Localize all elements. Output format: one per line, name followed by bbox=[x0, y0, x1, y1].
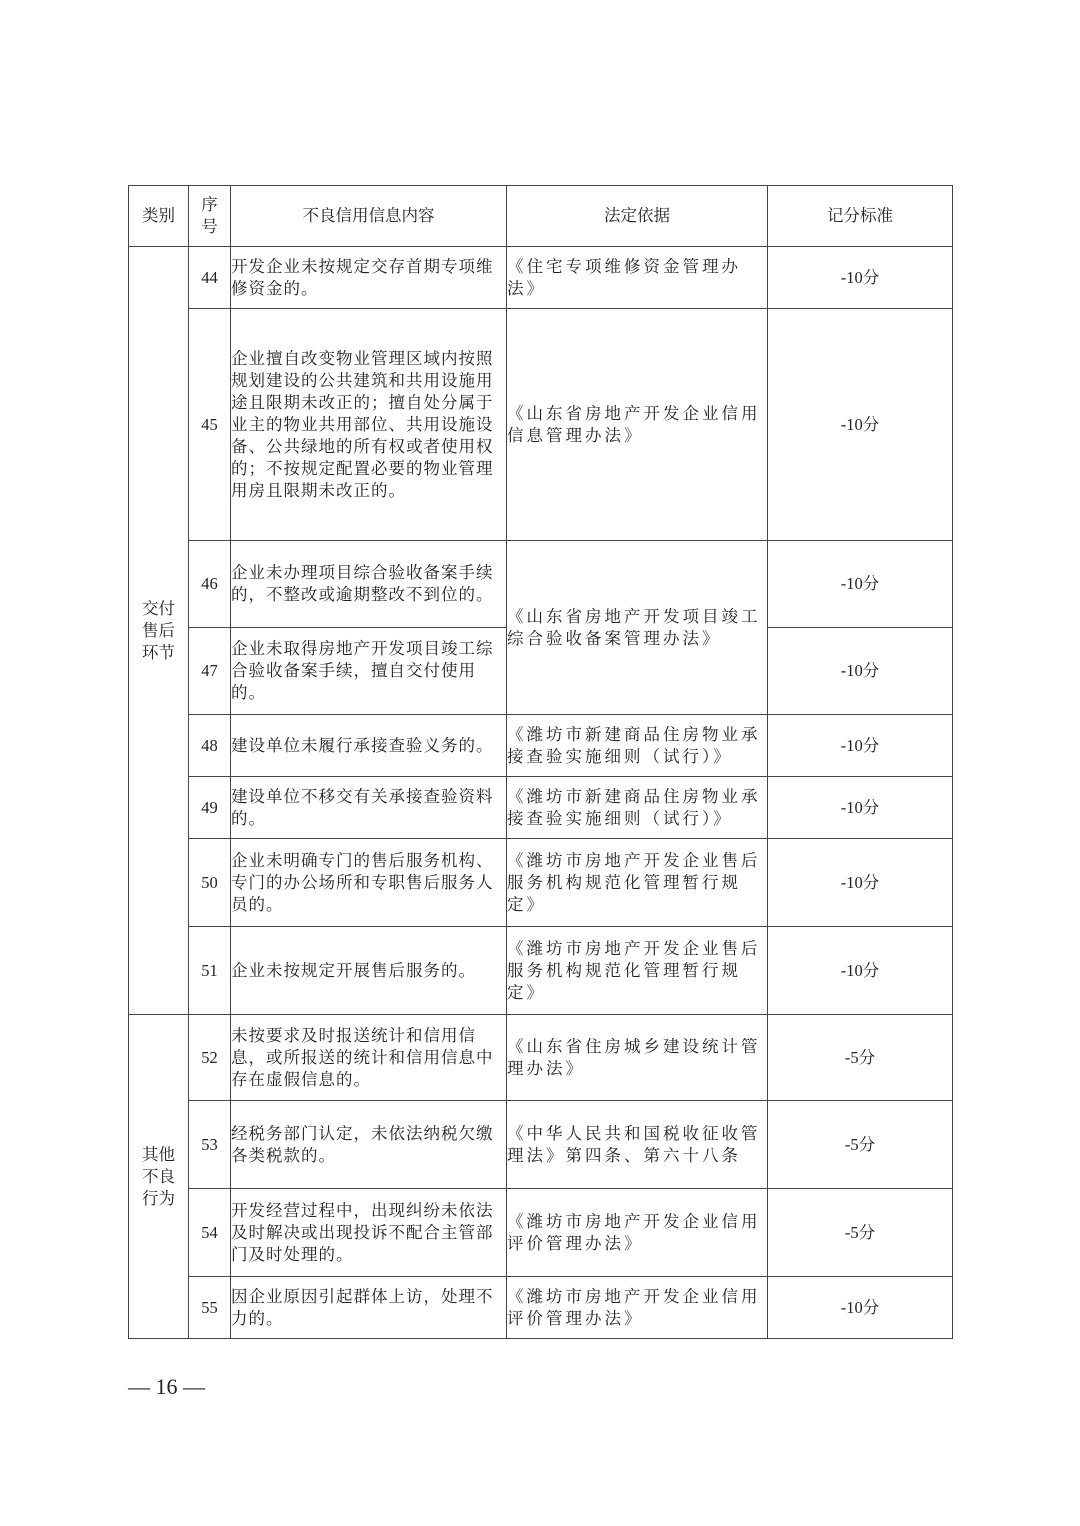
seq-cell: 50 bbox=[189, 839, 231, 927]
content-cell: 企业擅自改变物业管理区域内按照规划建设的公共建筑和共用设施用途且限期未改正的；擅自处分属于业主的物业共用部位、共用设施设备、公共绿地的所有权或者使用权的；不按规定配置必要的物业管理用房且限期未改正的。 bbox=[231, 309, 507, 541]
category-cell: 交付售后环节 bbox=[129, 247, 189, 1015]
content-cell: 因企业原因引起群体上访，处理不力的。 bbox=[231, 1277, 507, 1339]
score-cell: -5分 bbox=[768, 1101, 953, 1189]
basis-cell: 《山东省住房城乡建设统计管理办法》 bbox=[507, 1015, 768, 1101]
content-cell: 建设单位未履行承接查验义务的。 bbox=[231, 715, 507, 777]
table-row bbox=[129, 927, 953, 1015]
basis-cell: 《中华人民共和国税收征收管理法》第四条、第六十八条 bbox=[507, 1101, 768, 1189]
score-cell: -10分 bbox=[768, 247, 953, 309]
content-cell: 开发经营过程中，出现纠纷未依法及时解决或出现投诉不配合主管部门及时处理的。 bbox=[231, 1189, 507, 1277]
basis-cell: 《潍坊市新建商品住房物业承接查验实施细则（试行）》 bbox=[507, 715, 768, 777]
header-category: 类别 bbox=[129, 186, 189, 247]
score-cell: -10分 bbox=[768, 1277, 953, 1339]
table-row bbox=[129, 1101, 953, 1189]
seq-cell: 48 bbox=[189, 715, 231, 777]
seq-cell: 51 bbox=[189, 927, 231, 1015]
content-cell: 未按要求及时报送统计和信用信息，或所报送的统计和信用信息中存在虚假信息的。 bbox=[231, 1015, 507, 1101]
basis-cell: 《潍坊市房地产开发企业信用评价管理办法》 bbox=[507, 1189, 768, 1277]
header-score: 记分标准 bbox=[768, 186, 953, 247]
content-cell: 企业未明确专门的售后服务机构、专门的办公场所和专职售后服务人员的。 bbox=[231, 839, 507, 927]
seq-cell: 47 bbox=[189, 628, 231, 715]
table-row bbox=[129, 777, 953, 839]
header-seq: 序号 bbox=[189, 186, 231, 247]
basis-cell: 《潍坊市房地产开发企业售后服务机构规范化管理暂行规定》 bbox=[507, 839, 768, 927]
seq-cell: 45 bbox=[189, 309, 231, 541]
score-cell: -10分 bbox=[768, 541, 953, 628]
credit-table bbox=[128, 185, 953, 1339]
table-row bbox=[129, 1189, 953, 1277]
basis-cell: 《潍坊市房地产开发企业售后服务机构规范化管理暂行规定》 bbox=[507, 927, 768, 1015]
score-cell: -10分 bbox=[768, 927, 953, 1015]
seq-cell: 54 bbox=[189, 1189, 231, 1277]
table-row bbox=[129, 1277, 953, 1339]
table-row bbox=[129, 247, 953, 309]
basis-cell: 《潍坊市新建商品住房物业承接查验实施细则（试行）》 bbox=[507, 777, 768, 839]
score-cell: -10分 bbox=[768, 309, 953, 541]
score-cell: -5分 bbox=[768, 1189, 953, 1277]
category-cell: 其他不良行为 bbox=[129, 1015, 189, 1339]
basis-cell: 《山东省房地产开发项目竣工综合验收备案管理办法》 bbox=[507, 541, 768, 715]
content-cell: 企业未取得房地产开发项目竣工综合验收备案手续，擅自交付使用的。 bbox=[231, 628, 507, 715]
seq-cell: 52 bbox=[189, 1015, 231, 1101]
table-row bbox=[129, 839, 953, 927]
page-number: — 16 — bbox=[128, 1374, 205, 1399]
table-row bbox=[129, 541, 953, 628]
seq-cell: 49 bbox=[189, 777, 231, 839]
score-cell: -10分 bbox=[768, 628, 953, 715]
score-cell: -10分 bbox=[768, 777, 953, 839]
basis-cell: 《潍坊市房地产开发企业信用评价管理办法》 bbox=[507, 1277, 768, 1339]
seq-cell: 55 bbox=[189, 1277, 231, 1339]
score-cell: -10分 bbox=[768, 839, 953, 927]
basis-cell: 《山东省房地产开发企业信用信息管理办法》 bbox=[507, 309, 768, 541]
table-row bbox=[129, 309, 953, 541]
table-row bbox=[129, 1015, 953, 1101]
basis-cell: 《住宅专项维修资金管理办法》 bbox=[507, 247, 768, 309]
header-row bbox=[129, 186, 953, 247]
content-cell: 经税务部门认定，未依法纳税欠缴各类税款的。 bbox=[231, 1101, 507, 1189]
seq-cell: 53 bbox=[189, 1101, 231, 1189]
seq-cell: 44 bbox=[189, 247, 231, 309]
content-cell: 建设单位不移交有关承接查验资料的。 bbox=[231, 777, 507, 839]
score-cell: -5分 bbox=[768, 1015, 953, 1101]
content-cell: 开发企业未按规定交存首期专项维修资金的。 bbox=[231, 247, 507, 309]
header-content: 不良信用信息内容 bbox=[231, 186, 507, 247]
score-cell: -10分 bbox=[768, 715, 953, 777]
content-cell: 企业未办理项目综合验收备案手续的，不整改或逾期整改不到位的。 bbox=[231, 541, 507, 628]
header-basis: 法定依据 bbox=[507, 186, 768, 247]
table-row bbox=[129, 715, 953, 777]
content-cell: 企业未按规定开展售后服务的。 bbox=[231, 927, 507, 1015]
seq-cell: 46 bbox=[189, 541, 231, 628]
